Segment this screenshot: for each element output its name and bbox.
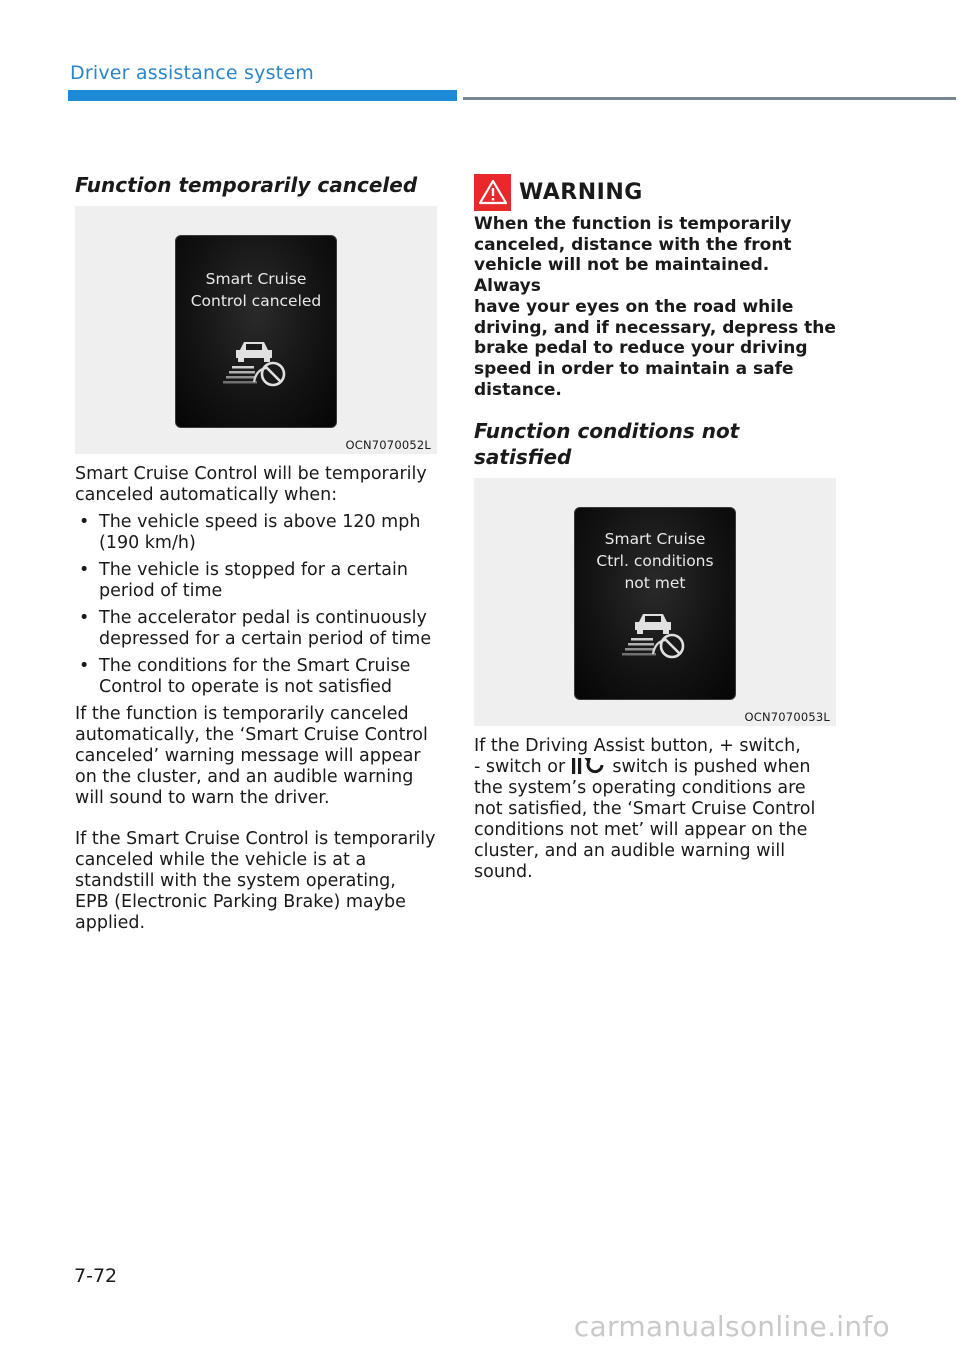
cluster-message: [575, 528, 735, 594]
warning-triangle-icon: [474, 174, 511, 211]
figure-code: OCN7070052L: [345, 438, 431, 452]
list-item: • The conditions for the Smart Cruise Control to operate is not satisfied: [75, 656, 437, 698]
cluster-message-line: Smart Cruise: [604, 530, 706, 549]
header-accent-bar: [68, 90, 457, 101]
warning-header: [474, 172, 836, 212]
cluster-message-line: Smart Cruise: [205, 270, 307, 288]
cluster-message-line: Control canceled: [190, 292, 322, 310]
cancel-message-paragraph: If the function is temporarily canceled automatically, the ‘Smart Cruise Control canceled’ warning message will appear on the cluster, and an audible warning will sound to warn the driver.: [75, 704, 428, 808]
figure-canceled: [75, 206, 437, 454]
warning-label: WARNING: [519, 179, 643, 205]
list-item: • The vehicle speed is above 120 mph (190 km/h): [75, 512, 437, 554]
figure-code: OCN7070053L: [744, 710, 830, 725]
page-number: 7-72: [74, 1265, 118, 1287]
warning-text: When the function is temporarily canceled, distance with the front vehicle will not be maintained. Always have your eyes on the road while driving, and if necessary, depress the brake pedal to reduce your driving speed in order to maintain a safe distance.: [474, 214, 836, 400]
section-heading-canceled: Function temporarily canceled: [75, 173, 418, 197]
pause-resume-icon: [571, 757, 607, 775]
list-item: • The accelerator pedal is continuously depressed for a certain period of time: [75, 608, 437, 650]
intro-paragraph: Smart Cruise Control will be temporarily canceled automatically when:: [75, 464, 427, 505]
watermark: carmanualsonline.info: [573, 1310, 890, 1343]
list-item: • The vehicle is stopped for a certain period of time: [75, 560, 437, 602]
scc-canceled-icon: [220, 336, 292, 390]
cluster-display: [175, 235, 337, 428]
cluster-message-line: not met: [624, 574, 686, 593]
section-heading-not-satisfied: Function conditions not satisfied: [474, 419, 740, 470]
left-column: [75, 172, 437, 934]
cluster-display: [574, 507, 736, 700]
right-column: [474, 172, 836, 883]
header-divider: [463, 97, 956, 100]
section-title: Driver assistance system: [70, 62, 314, 84]
epb-paragraph: If the Smart Cruise Control is temporarily canceled while the vehicle is at a standstill with the system operating, EPB (Electronic Parking Brake) maybe applied.: [75, 829, 436, 933]
cluster-message-line: Ctrl. conditions: [596, 552, 714, 571]
cancel-conditions-list: [75, 512, 437, 698]
scc-canceled-icon: [619, 608, 691, 662]
conditions-not-met-paragraph: If the Driving Assist button, + switch, - switch or switch is pushed when the system’s operating conditions are not satisfied, the ‘Smart Cruise Control conditions not met’ will appear on the cluster, and an audible warning will sound.: [474, 736, 816, 883]
cluster-message: [176, 268, 336, 312]
figure-not-met: [474, 478, 836, 726]
